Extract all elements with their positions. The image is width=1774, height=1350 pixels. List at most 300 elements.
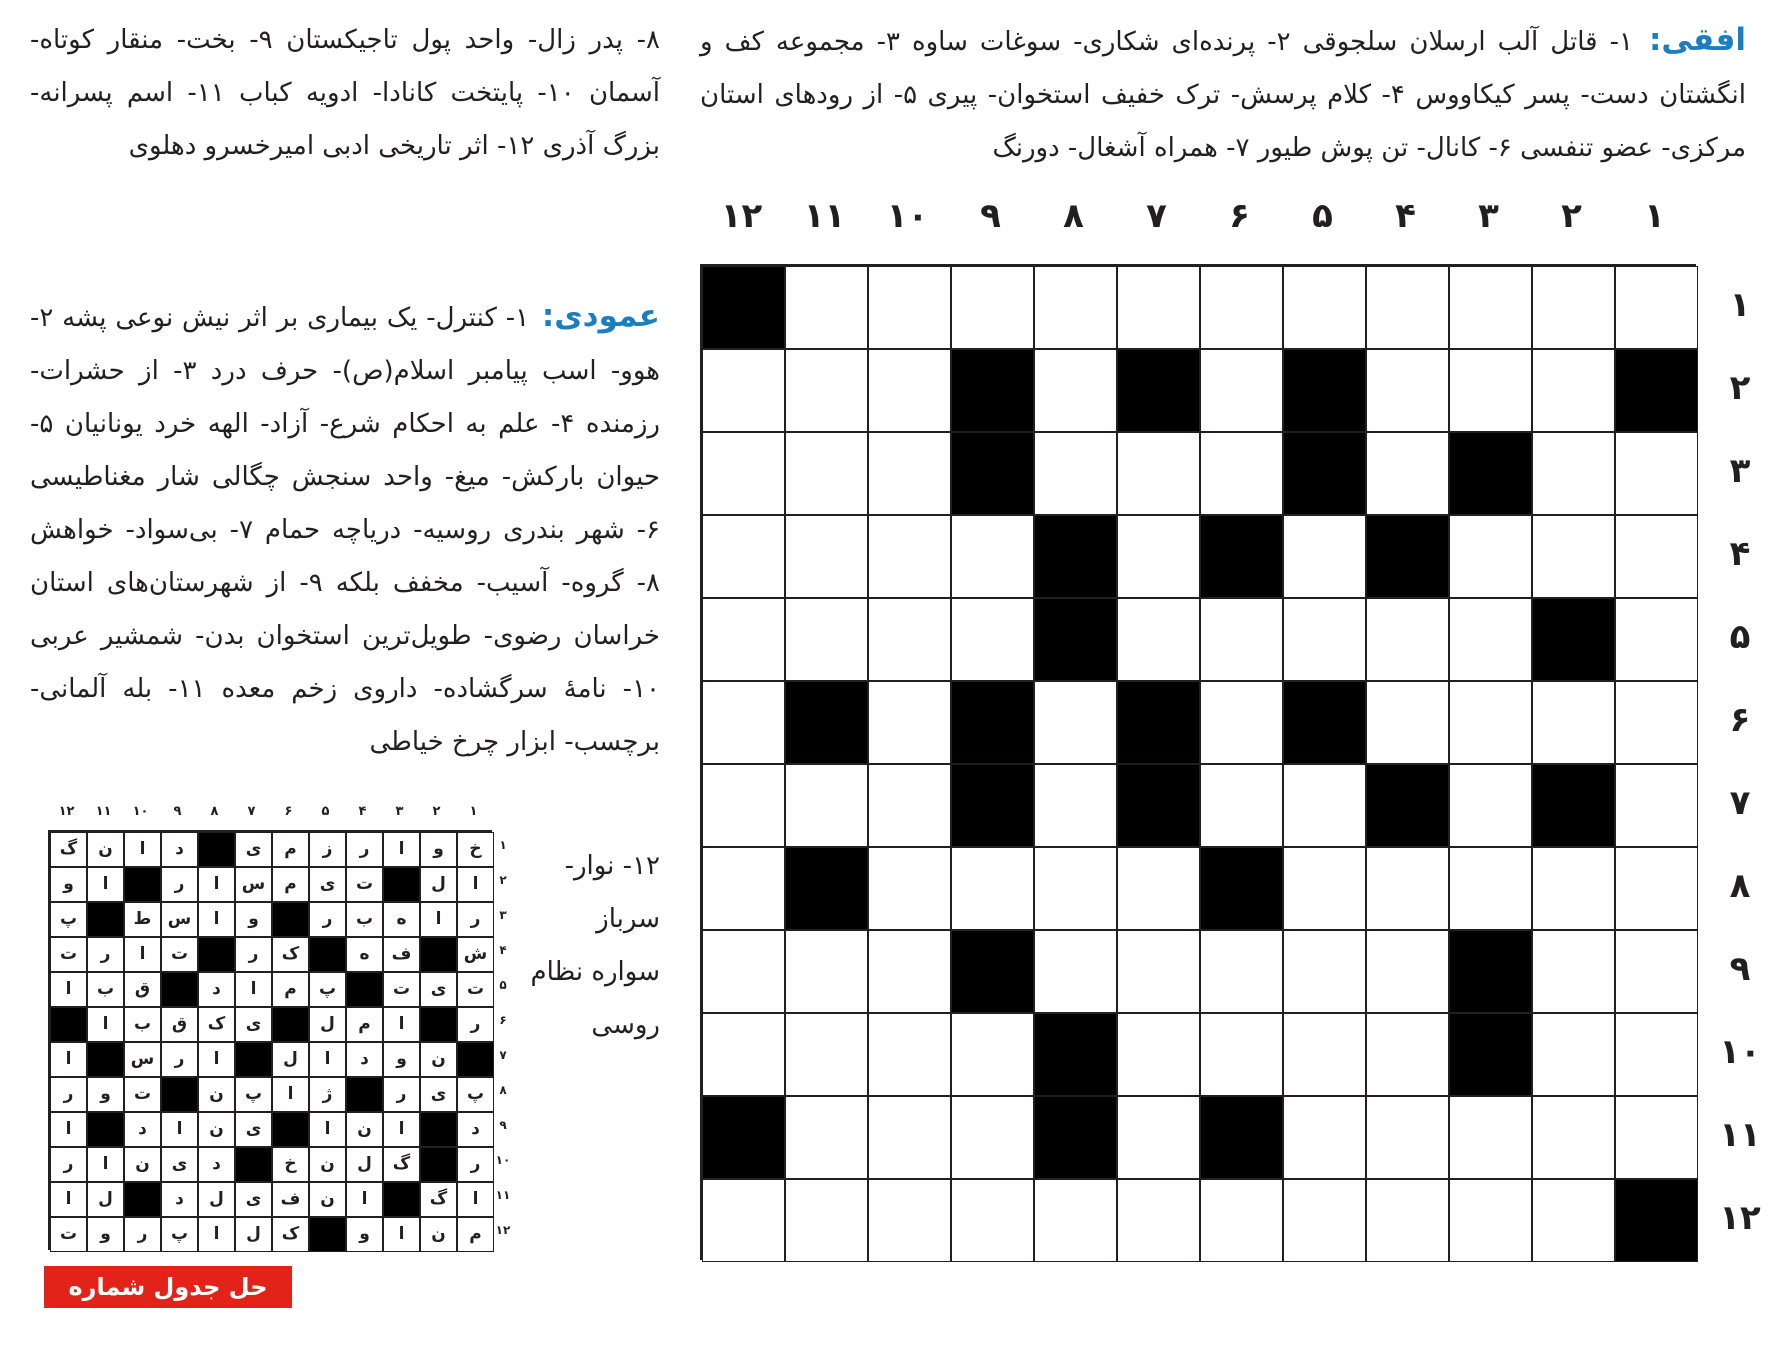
solution-letter: ا <box>272 1077 309 1112</box>
grid-cell[interactable] <box>1366 681 1449 764</box>
solution-letter: م <box>272 832 309 867</box>
black-square <box>1034 1013 1117 1096</box>
grid-cell[interactable] <box>1200 432 1283 515</box>
grid-cell[interactable] <box>702 349 785 432</box>
solution-letter: و <box>346 1217 383 1252</box>
solution-letter: ر <box>87 937 124 972</box>
solution-letter: پ <box>50 902 87 937</box>
solution-letter: ت <box>346 867 383 902</box>
black-square <box>1449 930 1532 1013</box>
black-square <box>1283 349 1366 432</box>
solution-black-square <box>420 937 457 972</box>
grid-cell[interactable] <box>785 930 868 1013</box>
solution-title-badge: حل جدول شماره ۱۸۳۳ <box>44 1266 292 1308</box>
grid-cell[interactable] <box>1615 432 1698 515</box>
solution-letter: س <box>235 867 272 902</box>
solution-letter: ا <box>198 902 235 937</box>
down-heading: عمودی: <box>541 298 660 334</box>
grid-cell[interactable] <box>868 515 951 598</box>
grid-cell[interactable] <box>1532 847 1615 930</box>
grid-cell[interactable] <box>702 432 785 515</box>
grid-cell[interactable] <box>1366 598 1449 681</box>
solution-letter: ا <box>87 1007 124 1042</box>
grid-cell[interactable] <box>1449 266 1532 349</box>
row-number: ۷ <box>1729 783 1751 823</box>
grid-cell[interactable] <box>1283 1013 1366 1096</box>
grid-cell[interactable] <box>868 598 951 681</box>
grid-cell[interactable] <box>1283 598 1366 681</box>
black-square <box>1117 349 1200 432</box>
solution-row-number: ۱ <box>499 838 507 852</box>
solution-black-square <box>87 902 124 937</box>
grid-cell[interactable] <box>1366 930 1449 1013</box>
solution-column-number: ۴ <box>358 804 367 819</box>
grid-cell[interactable] <box>1117 930 1200 1013</box>
grid-cell[interactable] <box>785 266 868 349</box>
grid-cell[interactable] <box>1615 1013 1698 1096</box>
grid-cell[interactable] <box>1117 1179 1200 1262</box>
grid-cell[interactable] <box>702 1179 785 1262</box>
solution-column-number: ۷ <box>247 804 256 819</box>
solution-letter: ر <box>457 1007 494 1042</box>
solution-letter: ش <box>457 937 494 972</box>
solution-letter: ا <box>420 902 457 937</box>
solution-letter: ر <box>50 1077 87 1112</box>
grid-cell[interactable] <box>1283 515 1366 598</box>
solution-black-square <box>346 972 383 1007</box>
solution-letter: ا <box>457 867 494 902</box>
black-square <box>1615 349 1698 432</box>
grid-cell[interactable] <box>1034 681 1117 764</box>
solution-letter: ی <box>235 1007 272 1042</box>
grid-cell[interactable] <box>702 598 785 681</box>
solution-black-square <box>420 1147 457 1182</box>
grid-cell[interactable] <box>1615 930 1698 1013</box>
row-number: ۵ <box>1729 617 1751 657</box>
solution-letter: ا <box>383 1007 420 1042</box>
solution-letter: ی <box>309 867 346 902</box>
solution-black-square <box>420 1007 457 1042</box>
row-number: ۱۰ <box>1719 1032 1761 1072</box>
grid-cell[interactable] <box>1366 432 1449 515</box>
solution-letter: ا <box>309 1042 346 1077</box>
solution-letter: ق <box>124 972 161 1007</box>
solution-row-number: ۲ <box>499 873 507 887</box>
column-number: ۳ <box>1478 196 1499 236</box>
solution-black-square <box>383 867 420 902</box>
solution-letter: ا <box>457 1182 494 1217</box>
down-clues-text: ۱- کنترل- یک بیماری بر اثر نیش نوعی پشه ۲- هوو- اسب پیامبر اسلام(ص)- حرف درد ۳- از حشرات- رزمنده ۴- علم به احکام شرع- آزاد- الهه خرد یونانیان ۵- حیوان بارکش- میغ- واحد سنجش چگالی شار مغناطیسی ۶- شهر بندری روسیه- دریاچه حمام ۷- بی‌سواد- خواهش ۸- گروه- آسیب- مخفف بلکه ۹- از شهرستان‌های استان خراسان رضوی- طویل‌ترین استخوان بدن- شمشیر عربی ۱۰- نامهٔ سرگشاده- داروی زخم معده ۱۱- بله آلمانی- برچسب- ابزار چرخ خیاطی <box>30 303 660 757</box>
grid-cell[interactable] <box>1449 1179 1532 1262</box>
solution-letter: ت <box>50 1217 87 1252</box>
black-square <box>1366 764 1449 847</box>
grid-cell[interactable] <box>1615 847 1698 930</box>
solution-letter: ک <box>198 1007 235 1042</box>
grid-cell[interactable] <box>1532 349 1615 432</box>
grid-cell[interactable] <box>1366 1179 1449 1262</box>
solution-letter: ی <box>420 1077 457 1112</box>
solution-letter: ز <box>309 832 346 867</box>
solution-letter: ا <box>309 1112 346 1147</box>
column-number: ۸ <box>1063 196 1084 236</box>
grid-cell[interactable] <box>868 1013 951 1096</box>
grid-cell[interactable] <box>1532 1096 1615 1179</box>
solution-letter: ط <box>124 902 161 937</box>
solution-letter: پ <box>235 1077 272 1112</box>
grid-cell[interactable] <box>1200 266 1283 349</box>
grid-cell[interactable] <box>1532 930 1615 1013</box>
solution-letter: د <box>161 832 198 867</box>
solution-letter: پ <box>309 972 346 1007</box>
solution-black-square <box>272 1112 309 1147</box>
grid-cell[interactable] <box>702 515 785 598</box>
across-clues-text: ۱- قاتل آلب ارسلان سلجوقی ۲- پرنده‌ای شکاری- سوغات ساوه ۳- مجموعه کف و انگشتان دست- پسر کیکاووس ۴- کلام پرسش- ترک خفیف استخوان- پیری ۵- از رودهای استان مرکزی- عضو تنفسی ۶- کانال- تن پوش طیور ۷- همراه آشغال- دورنگ <box>700 27 1746 163</box>
solution-letter: پ <box>161 1217 198 1252</box>
solution-letter: ن <box>346 1112 383 1147</box>
solution-letter: ب <box>124 1007 161 1042</box>
solution-row-number: ۱۱ <box>495 1188 511 1202</box>
grid-cell[interactable] <box>1200 764 1283 847</box>
solution-grid <box>48 830 492 1250</box>
grid-cell[interactable] <box>702 930 785 1013</box>
solution-letter: ن <box>198 1112 235 1147</box>
black-square <box>1117 681 1200 764</box>
solution-letter: ن <box>124 1147 161 1182</box>
grid-cell[interactable] <box>1449 598 1532 681</box>
solution-letter: ی <box>235 1112 272 1147</box>
grid-cell[interactable] <box>1117 1013 1200 1096</box>
solution-letter: ر <box>161 1042 198 1077</box>
solution-letter: ر <box>50 1147 87 1182</box>
solution-column-number: ۲ <box>432 804 441 819</box>
solution-letter: خ <box>272 1147 309 1182</box>
solution-letter: ق <box>161 1007 198 1042</box>
black-square <box>1034 1096 1117 1179</box>
column-number: ۶ <box>1229 196 1250 236</box>
solution-letter: د <box>457 1112 494 1147</box>
solution-letter: ی <box>161 1147 198 1182</box>
solution-black-square <box>346 1077 383 1112</box>
grid-cell[interactable] <box>868 847 951 930</box>
solution-letter: ا <box>50 972 87 1007</box>
solution-letter: ا <box>383 832 420 867</box>
grid-cell[interactable] <box>868 266 951 349</box>
grid-cell[interactable] <box>1034 764 1117 847</box>
grid-cell[interactable] <box>951 1096 1034 1179</box>
solution-letter: ی <box>235 1182 272 1217</box>
grid-cell[interactable] <box>1449 1096 1532 1179</box>
grid-cell[interactable] <box>1615 266 1698 349</box>
solution-row-number: ۵ <box>499 978 507 992</box>
column-number: ۹ <box>980 196 1001 236</box>
grid-cell[interactable] <box>868 1179 951 1262</box>
across-clues-continued: ۸- پدر زال- واحد پول تاجیکستان ۹- بخت- منقار کوتاه- آسمان ۱۰- پایتخت کانادا- ادویه کباب ۱۱- اسم پسرانه- بزرگ آذری ۱۲- اثر تاریخی ادبی امیرخسرو دهلوی <box>30 25 661 161</box>
grid-cell[interactable] <box>1532 1179 1615 1262</box>
black-square <box>1283 432 1366 515</box>
black-square <box>951 432 1034 515</box>
solution-letter: ن <box>420 1217 457 1252</box>
solution-letter: ل <box>272 1042 309 1077</box>
black-square <box>951 930 1034 1013</box>
grid-cell[interactable] <box>702 1013 785 1096</box>
solution-letter: ا <box>50 1182 87 1217</box>
black-square <box>951 681 1034 764</box>
grid-cell[interactable] <box>1034 349 1117 432</box>
solution-letter: ک <box>272 1217 309 1252</box>
grid-cell[interactable] <box>1200 681 1283 764</box>
solution-letter: ت <box>383 972 420 1007</box>
solution-letter: ن <box>309 1147 346 1182</box>
grid-cell[interactable] <box>1034 266 1117 349</box>
solution-letter: م <box>272 972 309 1007</box>
column-number: ۴ <box>1395 196 1416 236</box>
grid-cell[interactable] <box>1200 349 1283 432</box>
grid-cell[interactable] <box>1034 930 1117 1013</box>
row-number: ۹ <box>1729 949 1751 989</box>
solution-letter: م <box>346 1007 383 1042</box>
grid-cell[interactable] <box>785 432 868 515</box>
grid-cell[interactable] <box>951 266 1034 349</box>
grid-cell[interactable] <box>1117 432 1200 515</box>
solution-letter: ر <box>457 902 494 937</box>
column-number: ۲ <box>1561 196 1582 236</box>
grid-cell[interactable] <box>785 515 868 598</box>
grid-cell[interactable] <box>868 432 951 515</box>
solution-letter: د <box>124 1112 161 1147</box>
solution-black-square <box>309 937 346 972</box>
solution-letter: ا <box>383 1112 420 1147</box>
grid-cell[interactable] <box>1200 1013 1283 1096</box>
solution-column-number: ۹ <box>173 804 182 819</box>
grid-cell[interactable] <box>1117 266 1200 349</box>
grid-cell[interactable] <box>951 598 1034 681</box>
grid-cell[interactable] <box>1117 847 1200 930</box>
solution-letter: م <box>272 867 309 902</box>
solution-row-number: ۶ <box>499 1013 507 1027</box>
solution-column-number: ۶ <box>284 804 293 819</box>
solution-letter: ل <box>87 1182 124 1217</box>
grid-cell[interactable] <box>1117 1096 1200 1179</box>
grid-cell[interactable] <box>702 681 785 764</box>
solution-black-square <box>87 1042 124 1077</box>
solution-black-square <box>420 1112 457 1147</box>
black-square <box>1283 681 1366 764</box>
solution-black-square <box>272 1007 309 1042</box>
solution-letter: و <box>50 867 87 902</box>
column-number: ۱۱ <box>803 196 846 236</box>
grid-cell[interactable] <box>1615 598 1698 681</box>
black-square <box>1200 515 1283 598</box>
grid-cell[interactable] <box>702 764 785 847</box>
solution-black-square <box>50 1007 87 1042</box>
solution-letter: ا <box>50 1112 87 1147</box>
solution-column-number: ۵ <box>321 804 330 819</box>
column-number: ۷ <box>1146 196 1167 236</box>
grid-cell[interactable] <box>1615 515 1698 598</box>
solution-letter: ل <box>346 1147 383 1182</box>
solution-letter: ا <box>161 1112 198 1147</box>
grid-cell[interactable] <box>1532 681 1615 764</box>
solution-black-square <box>161 1077 198 1112</box>
solution-letter: ا <box>87 1147 124 1182</box>
grid-cell[interactable] <box>1283 1096 1366 1179</box>
solution-letter: ل <box>198 1182 235 1217</box>
solution-column-number: ۱ <box>469 804 478 819</box>
grid-cell[interactable] <box>1449 349 1532 432</box>
grid-cell[interactable] <box>1366 847 1449 930</box>
black-square <box>702 1096 785 1179</box>
black-square <box>1200 847 1283 930</box>
grid-cell[interactable] <box>1283 930 1366 1013</box>
down-clues <box>30 290 660 769</box>
solution-black-square <box>235 1147 272 1182</box>
grid-cell[interactable] <box>785 764 868 847</box>
solution-letter: و <box>87 1217 124 1252</box>
grid-cell[interactable] <box>1449 681 1532 764</box>
grid-cell[interactable] <box>785 1096 868 1179</box>
grid-cell[interactable] <box>1200 930 1283 1013</box>
grid-cell[interactable] <box>868 930 951 1013</box>
solution-letter: ا <box>383 1217 420 1252</box>
solution-letter: ی <box>235 832 272 867</box>
solution-letter: ف <box>272 1182 309 1217</box>
black-square <box>1449 432 1532 515</box>
solution-letter: د <box>198 1147 235 1182</box>
solution-letter: ب <box>346 902 383 937</box>
grid-cell[interactable] <box>1449 764 1532 847</box>
grid-cell[interactable] <box>1200 598 1283 681</box>
solution-column-number: ۱۱ <box>95 804 112 819</box>
grid-cell[interactable] <box>951 1013 1034 1096</box>
solution-column-number: ۱۰ <box>132 804 149 819</box>
grid-cell[interactable] <box>1532 266 1615 349</box>
solution-letter: ر <box>457 1147 494 1182</box>
solution-letter: ر <box>346 832 383 867</box>
grid-cell[interactable] <box>1034 847 1117 930</box>
grid-cell[interactable] <box>1117 598 1200 681</box>
solution-letter: و <box>420 832 457 867</box>
grid-cell[interactable] <box>785 349 868 432</box>
solution-letter: و <box>235 902 272 937</box>
grid-cell[interactable] <box>1366 1096 1449 1179</box>
solution-letter: گ <box>420 1182 457 1217</box>
grid-cell[interactable] <box>868 764 951 847</box>
solution-letter: د <box>198 972 235 1007</box>
grid-cell[interactable] <box>868 681 951 764</box>
grid-cell[interactable] <box>1366 266 1449 349</box>
grid-cell[interactable] <box>1615 1096 1698 1179</box>
solution-letter: ا <box>346 1182 383 1217</box>
solution-black-square <box>161 972 198 1007</box>
row-number: ۴ <box>1729 534 1751 574</box>
grid-cell[interactable] <box>868 349 951 432</box>
grid-cell[interactable] <box>1283 266 1366 349</box>
black-square <box>1449 1013 1532 1096</box>
solution-letter: ا <box>198 867 235 902</box>
solution-letter: ه <box>346 937 383 972</box>
solution-black-square <box>309 1217 346 1252</box>
solution-black-square <box>124 1182 161 1217</box>
solution-letter: گ <box>50 832 87 867</box>
column-number: ۱ <box>1644 196 1665 236</box>
grid-cell[interactable] <box>785 1179 868 1262</box>
solution-letter: ا <box>124 832 161 867</box>
solution-letter: ر <box>161 867 198 902</box>
grid-cell[interactable] <box>1283 764 1366 847</box>
black-square <box>702 266 785 349</box>
grid-cell[interactable] <box>1366 1013 1449 1096</box>
black-square <box>1366 515 1449 598</box>
grid-cell[interactable] <box>951 515 1034 598</box>
solution-black-square <box>272 902 309 937</box>
grid-cell[interactable] <box>1449 515 1532 598</box>
solution-letter: ل <box>420 867 457 902</box>
solution-column-number: ۳ <box>395 804 404 819</box>
grid-cell[interactable] <box>1034 432 1117 515</box>
solution-letter: ت <box>124 1077 161 1112</box>
grid-cell[interactable] <box>1200 1179 1283 1262</box>
solution-black-square <box>87 1112 124 1147</box>
grid-cell[interactable] <box>951 1179 1034 1262</box>
grid-cell[interactable] <box>951 847 1034 930</box>
column-number: ۱۰ <box>886 196 929 236</box>
solution-row-number: ۷ <box>499 1048 507 1062</box>
grid-cell[interactable] <box>1283 1179 1366 1262</box>
grid-cell[interactable] <box>1283 847 1366 930</box>
grid-cell[interactable] <box>1034 1179 1117 1262</box>
grid-cell[interactable] <box>1366 349 1449 432</box>
row-number: ۱۲ <box>1719 1198 1761 1238</box>
solution-letter: ر <box>235 937 272 972</box>
solution-row-number: ۹ <box>499 1118 507 1132</box>
solution-letter: س <box>124 1042 161 1077</box>
solution-black-square <box>457 1042 494 1077</box>
grid-cell[interactable] <box>702 847 785 930</box>
solution-letter: ن <box>198 1077 235 1112</box>
grid-cell[interactable] <box>1532 515 1615 598</box>
solution-letter: ر <box>124 1217 161 1252</box>
grid-cell[interactable] <box>1615 681 1698 764</box>
solution-letter: ا <box>50 1042 87 1077</box>
row-number: ۸ <box>1729 866 1751 906</box>
grid-cell[interactable] <box>1117 515 1200 598</box>
grid-cell[interactable] <box>785 1013 868 1096</box>
down-clues-tail: ۱۲- نوار- سرباز سواره نظام روسی <box>530 851 660 1040</box>
grid-cell[interactable] <box>868 1096 951 1179</box>
solution-letter: م <box>457 1217 494 1252</box>
grid-cell[interactable] <box>1615 764 1698 847</box>
solution-black-square <box>124 867 161 902</box>
solution-letter: ه <box>383 902 420 937</box>
grid-cell[interactable] <box>1449 847 1532 930</box>
row-number: ۶ <box>1729 700 1751 740</box>
solution-letter: س <box>161 902 198 937</box>
grid-cell[interactable] <box>1532 432 1615 515</box>
solution-letter: و <box>383 1042 420 1077</box>
solution-row-number: ۱۲ <box>495 1223 511 1237</box>
solution-letter: ب <box>87 972 124 1007</box>
black-square <box>1532 598 1615 681</box>
solution-letter: ژ <box>309 1077 346 1112</box>
solution-letter: ل <box>309 1007 346 1042</box>
across-heading: افقی: <box>1649 22 1747 58</box>
solution-column-number: ۸ <box>210 804 219 819</box>
solution-letter: ا <box>198 1042 235 1077</box>
solution-letter: ن <box>309 1182 346 1217</box>
grid-cell[interactable] <box>785 598 868 681</box>
solution-column-number: ۱۲ <box>58 804 75 819</box>
grid-cell[interactable] <box>1532 1013 1615 1096</box>
